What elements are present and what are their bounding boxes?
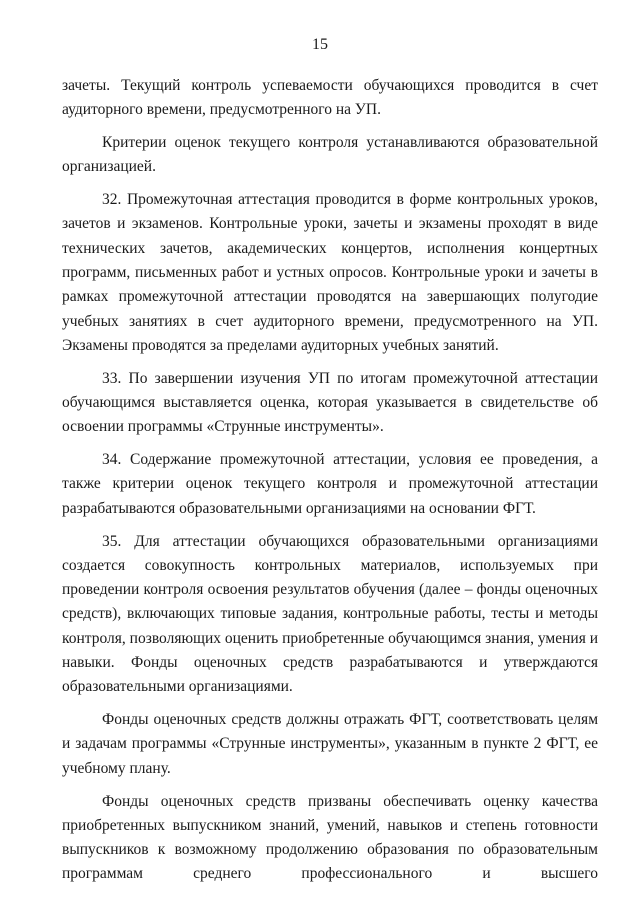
- paragraph-34: 34. Содержание промежуточной аттестации, условия ее проведения, а также критерии оценок текущего контроля и промежуточной аттестации разрабатываются образовательными организациями на основании ФГТ.: [62, 451, 598, 517]
- paragraph-continuation: зачеты. Текущий контроль успеваемости обучающихся проводится в счет аудиторного времени, предусмотренного на УП.: [62, 77, 598, 119]
- paragraph-funds-purpose: Фонды оценочных средств призваны обеспечивать оценку качества приобретенных выпускником знаний, умений, навыков и степень готовности выпускников к возможному продолжению образования по образовательным программам среднего профессионального и высшего: [62, 792, 598, 883]
- paragraph-33: 33. По завершении изучения УП по итогам промежуточной аттестации обучающимся выставляется оценка, которая указывается в свидетельстве об освоении программы «Струнные инструменты».: [62, 369, 598, 436]
- paragraph-35: 35. Для аттестации обучающихся образовательными организациями создается совокупность контрольных материалов, используемых при проведении контроля освоения результатов обучения (далее – фонды оценочных средств), включающих типовые задания, контрольные работы, тесты и методы контроля, позволяющих оценить приобретенные обучающимся знания, умения и навыки. Фонды оценочных средств разрабатываются и утверждаются образовательными организациями.: [62, 532, 598, 696]
- paragraph-32: 32. Промежуточная аттестация проводится в форме контрольных уроков, зачетов и экзаменов. Контрольные уроки, зачеты и экзамены проходят в виде технических зачетов, академических концертов, исполнения концертных программ, письменных работ и устных опросов. Контрольные уроки и зачеты в рамках промежуточной аттестации проводятся на завершающих полугодие учебных занятиях в счет аудиторного времени, предусмотренного на УП. Экзамены проводятся за пределами аудиторных учебных занятий.: [62, 191, 598, 354]
- document-body: [62, 74, 598, 887]
- paragraph-funds-reflect: Фонды оценочных средств должны отражать ФГТ, соответствовать целям и задачам программы «Струнные инструменты», указанным в пункте 2 ФГТ, ее учебному плану.: [62, 711, 598, 777]
- page-number: 15: [312, 36, 328, 53]
- paragraph-assessment-criteria: Критерии оценок текущего контроля устанавливаются образовательной организацией.: [62, 134, 598, 176]
